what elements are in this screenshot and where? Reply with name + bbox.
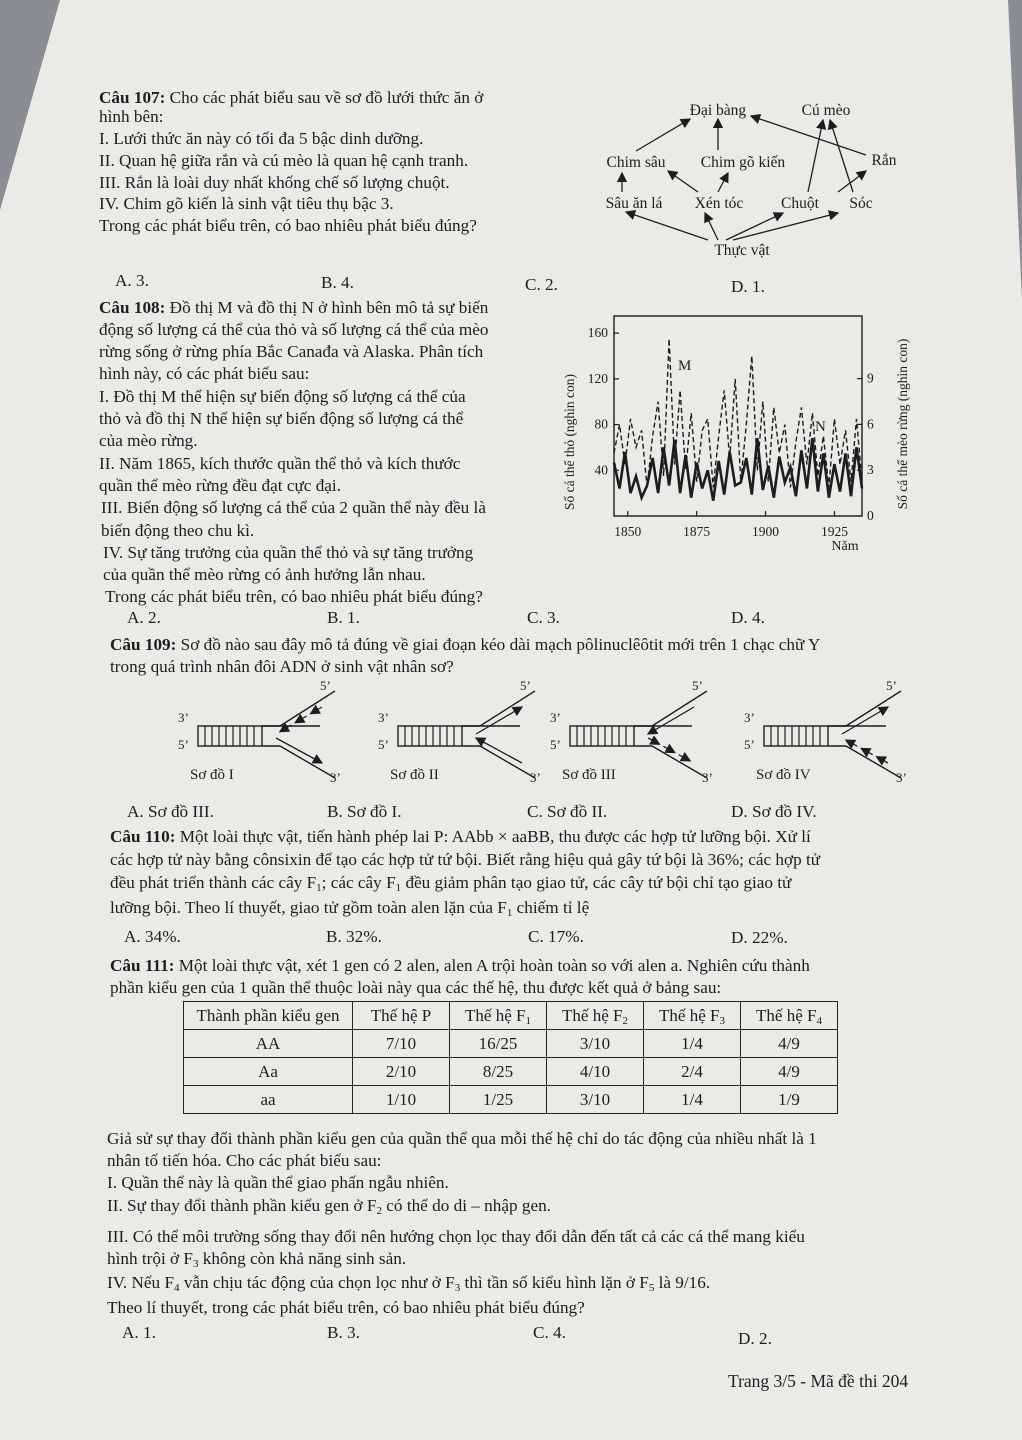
end-label-3: 3’ — [744, 710, 755, 725]
okazaki-fragment — [679, 755, 691, 761]
table-cell: aa — [184, 1086, 353, 1114]
q108-option-b[interactable]: B. 1. — [327, 608, 360, 627]
q108-line: của mèo rừng. — [99, 431, 198, 450]
q107-option-c[interactable]: C. 2. — [525, 275, 558, 294]
q107-statement-1: I. Lưới thức ăn này có tối đa 5 bậc dinh dưỡng. — [99, 129, 424, 148]
q111-option-c[interactable]: C. 4. — [533, 1323, 566, 1342]
q110-option-c[interactable]: C. 17%. — [528, 927, 584, 946]
table-cell: 1/4 — [644, 1086, 741, 1114]
genotype-table — [183, 1001, 838, 1114]
q111-question: Theo lí thuyết, trong các phát biểu trên, có bao nhiêu phát biểu đúng? — [107, 1298, 585, 1317]
page-footer: Trang 3/5 - Mã đề thi 204 — [728, 1371, 909, 1391]
q107-number: Câu 107: — [99, 88, 166, 107]
q111-line-2: phần kiểu gen của 1 quần thể thuộc loài này qua các thế hệ, thu được kết quả ở bảng sau: — [110, 978, 722, 997]
food-web-node-cu-meo: Cú mèo — [801, 102, 851, 119]
end-label-3: 3’ — [178, 710, 189, 725]
chart-xlabel: Năm — [831, 539, 859, 554]
y-tick-label-left: 40 — [594, 462, 608, 478]
new-strand — [476, 707, 522, 734]
table-row — [184, 1086, 838, 1114]
replication-fork-diagrams — [170, 676, 920, 791]
q108-line: của quần thể mèo rừng có ảnh hưởng lẫn nhau. — [103, 565, 426, 584]
q111-option-d[interactable]: D. 2. — [738, 1329, 772, 1348]
q111-statement-4: IV. Nếu $F_4$ vẫn chịu tác động của chọn lọc như ở $F_3$ thì tần số kiểu hình lặn ở $F_5$ là 9/16. — [107, 1273, 711, 1294]
q111-stem: Một loài thực vật, xét 1 gen có 2 alen, alen A trội hoàn toàn so với alen a. Nghiên cứu thành — [178, 956, 810, 975]
diagram-label: Sơ đồ IV — [756, 767, 811, 783]
food-web-diagram — [598, 95, 908, 265]
q107-option-a[interactable]: A. 3. — [115, 271, 149, 290]
chart-frame — [614, 316, 862, 516]
end-label-5: 5’ — [178, 737, 189, 752]
food-web-node-soc: Sóc — [849, 195, 873, 212]
food-web-node-xen-toc: Xén tóc — [694, 195, 744, 212]
fork-arm-top — [480, 691, 535, 726]
table-header: Thành phần kiểu gen — [184, 1002, 353, 1030]
q109-stem: Sơ đồ nào sau đây mô tả đúng về giai đoạn kéo dài mạch pôlinuclêôtit mới trên 1 chạc chữ Y — [180, 635, 821, 654]
dna-duplex — [570, 726, 634, 746]
q108-line: hình này, có các phát biểu sau: — [99, 364, 310, 383]
table-cell: 1/10 — [353, 1086, 450, 1114]
population-chart — [560, 310, 920, 555]
y-tick-label-right: 3 — [867, 462, 874, 478]
okazaki-fragment — [861, 748, 873, 754]
q111-after-1: Giả sử sự thay đổi thành phần kiểu gen của quần thể qua mỗi thế hệ chỉ do tác động của nhiều nhất là 1 — [107, 1129, 817, 1148]
table-cell: 4/9 — [741, 1058, 838, 1086]
q111-option-b[interactable]: B. 3. — [327, 1323, 360, 1342]
end-label-5: 5’ — [520, 678, 531, 693]
q107-line: hình bên: — [99, 107, 164, 126]
y-tick-label-right: 6 — [867, 416, 874, 432]
food-web-node-chuot: Chuột — [781, 195, 819, 212]
q108-line: quần thể mèo rừng đều đạt cực đại. — [99, 476, 341, 495]
end-label-5: 5’ — [550, 737, 561, 752]
y-tick-label-right: 0 — [867, 508, 874, 523]
q108-line: thỏ và đồ thị N thể hiện sự biến động số lượng cá thể — [99, 409, 464, 428]
food-web-node-ran: Rắn — [871, 152, 897, 169]
fork-arm-bottom — [652, 746, 707, 778]
food-web-node-chim-sau: Chim sâu — [606, 154, 666, 171]
q111-after-2: nhân tố tiến hóa. Cho các phát biểu sau: — [107, 1151, 382, 1170]
q107-option-b[interactable]: B. 4. — [321, 273, 354, 292]
fork-arm-bottom — [846, 746, 901, 778]
end-label-3: 3’ — [702, 770, 713, 785]
fork-arm-top — [280, 691, 335, 726]
end-label-5: 5’ — [886, 678, 897, 693]
q109-option-c[interactable]: C. Sơ đồ II. — [527, 802, 608, 821]
table-cell: AA — [184, 1030, 353, 1058]
fork-arm-bottom — [480, 746, 535, 778]
page-fold-right — [1008, 0, 1022, 300]
end-label-5: 5’ — [744, 737, 755, 752]
food-web-node-sau-an-la: Sâu ăn lá — [605, 195, 663, 212]
dna-duplex — [764, 726, 828, 746]
q107-statement-4: IV. Chim gõ kiến là sinh vật tiêu thụ bậc 3. — [99, 194, 394, 213]
q111-option-a[interactable]: A. 1. — [122, 1323, 156, 1342]
x-tick-label: 1875 — [683, 524, 711, 539]
table-header: Thế hệ $F_2$ — [547, 1002, 644, 1030]
table-cell: 3/10 — [547, 1086, 644, 1114]
table-cell: 16/25 — [450, 1030, 547, 1058]
q110-option-d[interactable]: D. 22%. — [731, 928, 788, 947]
okazaki-fragment — [648, 738, 660, 744]
q108-line: động số lượng cá thể của thỏ và số lượng cá thể của mèo — [99, 320, 489, 339]
table-cell: 4/9 — [741, 1030, 838, 1058]
fork-arm-top — [652, 691, 707, 726]
table-cell: 1/4 — [644, 1030, 741, 1058]
table-header: Thế hệ P — [353, 1002, 450, 1030]
q110-line-2: các hợp tử này bằng cônsixin để tạo các hợp tử tứ bội. Biết rằng hiệu quả gây tứ bội là 36%; các hợp tử — [110, 850, 821, 869]
x-tick-label: 1850 — [614, 524, 642, 539]
end-label-3: 3’ — [330, 770, 341, 785]
q109-number: Câu 109: — [110, 635, 177, 654]
end-label-3: 3’ — [378, 710, 389, 725]
q111-statement-3-cont: hình trội ở $F_3$ không còn khả năng sinh sản. — [107, 1249, 407, 1270]
q108-line: rừng sống ở rừng phía Bắc Canađa và Alaska. Phân tích — [99, 342, 484, 361]
q108-statement-2: II. Năm 1865, kích thước quần thể thỏ và kích thước — [99, 454, 461, 473]
dna-duplex — [198, 726, 262, 746]
q109-option-a[interactable]: A. Sơ đồ III. — [127, 802, 214, 821]
q111-statement-1: I. Quần thể này là quần thể giao phấn ngẫu nhiên. — [107, 1173, 449, 1192]
fork-arm-top — [846, 691, 901, 726]
y-tick-label-left: 120 — [587, 370, 608, 386]
okazaki-fragment — [295, 716, 307, 723]
table-header: Thế hệ $F_1$ — [450, 1002, 547, 1030]
q108-stem: Đồ thị M và đồ thị N ở hình bên mô tả sự biến — [169, 298, 489, 317]
okazaki-fragment — [877, 757, 889, 763]
q110-option-a[interactable]: A. 34%. — [124, 927, 181, 946]
dna-duplex — [398, 726, 462, 746]
table-cell: 1/9 — [741, 1086, 838, 1114]
q110-number: Câu 110: — [110, 827, 176, 846]
q111-number: Câu 111: — [110, 956, 175, 975]
chart-ylabel-left: Số cá thể thỏ (nghìn con) — [562, 373, 577, 511]
q107-question: Trong các phát biểu trên, có bao nhiêu phát biểu đúng? — [99, 216, 477, 235]
table-cell: 3/10 — [547, 1030, 644, 1058]
new-strand — [842, 707, 888, 734]
end-label-3: 3’ — [896, 770, 907, 785]
table-row — [184, 1030, 838, 1058]
new-strand — [476, 738, 522, 763]
end-label-5: 5’ — [378, 737, 389, 752]
table-cell: 2/10 — [353, 1058, 450, 1086]
end-label-5: 5’ — [692, 678, 703, 693]
q111-statement-3: III. Có thể môi trường sống thay đổi nên hướng chọn lọc thay đổi dẫn đến tất cả các cá thể mang kiểu — [107, 1227, 805, 1246]
q110-stem: Một loài thực vật, tiến hành phép lai P: AAbb × aaBB, thu được các hợp tử lưỡng bội. Xử lí — [179, 827, 811, 846]
q109-option-b[interactable]: B. Sơ đồ I. — [327, 802, 402, 821]
okazaki-fragment — [311, 707, 323, 714]
series-label-m: M — [678, 358, 692, 374]
q108-statement-1: I. Đồ thị M thể hiện sự biến động số lượng cá thể của — [99, 387, 466, 406]
table-header: Thế hệ $F_4$ — [741, 1002, 838, 1030]
y-tick-label-left: 80 — [594, 416, 608, 432]
q110-line-4: lưỡng bội. Theo lí thuyết, giao tử gồm toàn alen lặn của $F_1$ chiếm tỉ lệ — [110, 898, 590, 919]
new-strand — [648, 707, 694, 734]
q108-option-c[interactable]: C. 3. — [527, 608, 560, 627]
q107-stem: Cho các phát biểu sau về sơ đồ lưới thức ăn ở — [169, 88, 484, 107]
food-web-node-thuc-vat: Thực vật — [714, 242, 770, 259]
table-header-row — [184, 1002, 838, 1030]
q108-option-d[interactable]: D. 4. — [731, 608, 765, 627]
y-tick-label-left: 160 — [587, 325, 608, 341]
q108-option-a[interactable]: A. 2. — [127, 608, 161, 627]
diagram-label: Sơ đồ I — [190, 767, 234, 783]
fork-arm-bottom — [280, 746, 335, 778]
page-fold-left — [0, 0, 60, 210]
table-header: Thế hệ $F_3$ — [644, 1002, 741, 1030]
table-row — [184, 1058, 838, 1086]
y-tick-label-right: 9 — [867, 370, 874, 386]
diagram-label: Sơ đồ II — [390, 767, 439, 783]
q109-line: trong quá trình nhân đôi ADN ở sinh vật nhân sơ? — [110, 657, 454, 676]
okazaki-fragment — [663, 746, 675, 752]
q108-number: Câu 108: — [99, 298, 166, 317]
end-label-5: 5’ — [320, 678, 331, 693]
q108-question: Trong các phát biểu trên, có bao nhiêu phát biểu đúng? — [105, 587, 483, 606]
q108-statement-3: III. Biến động số lượng cá thể của 2 quần thể này đều là — [101, 498, 486, 517]
food-web-node-dai-bang: Đại bàng — [689, 102, 747, 119]
table-cell: 4/10 — [547, 1058, 644, 1086]
chart-ylabel-right: Số cá thể mèo rừng (nghìn con) — [895, 338, 910, 510]
q110-line-3: đều phát triển thành các cây $F_1$; các cây $F_1$ đều giảm phân tạo giao tử, các cây tứ bội chỉ tạo giao tử — [110, 873, 792, 894]
q107-statement-3: III. Rắn là loài duy nhất khống chế số lượng chuột. — [99, 173, 450, 192]
table-cell: Aa — [184, 1058, 353, 1086]
new-strand — [276, 738, 322, 763]
q108-statement-4: IV. Sự tăng trưởng của quần thể thỏ và sự tăng trưởng — [103, 543, 474, 562]
table-cell: 7/10 — [353, 1030, 450, 1058]
diagram-label: Sơ đồ III — [562, 767, 616, 783]
q107-option-d[interactable]: D. 1. — [731, 277, 765, 296]
x-tick-label: 1925 — [820, 524, 848, 539]
q110-option-b[interactable]: B. 32%. — [326, 927, 382, 946]
okazaki-fragment — [846, 740, 858, 746]
series-label-n: N — [815, 419, 826, 435]
table-cell: 2/4 — [644, 1058, 741, 1086]
q111-statement-2: II. Sự thay đổi thành phần kiểu gen ở $F_2$ có thể do di – nhập gen. — [107, 1196, 551, 1217]
q107-statement-2: II. Quan hệ giữa rắn và cú mèo là quan hệ cạnh tranh. — [99, 151, 469, 170]
table-cell: 1/25 — [450, 1086, 547, 1114]
q109-option-d[interactable]: D. Sơ đồ IV. — [731, 802, 817, 821]
x-tick-label: 1900 — [752, 524, 780, 539]
table-cell: 8/25 — [450, 1058, 547, 1086]
q108-line: biến động theo chu kì. — [101, 521, 255, 540]
food-web-node-chim-go-kien: Chim gõ kiến — [700, 154, 786, 171]
end-label-3: 3’ — [550, 710, 561, 725]
end-label-3: 3’ — [530, 770, 541, 785]
